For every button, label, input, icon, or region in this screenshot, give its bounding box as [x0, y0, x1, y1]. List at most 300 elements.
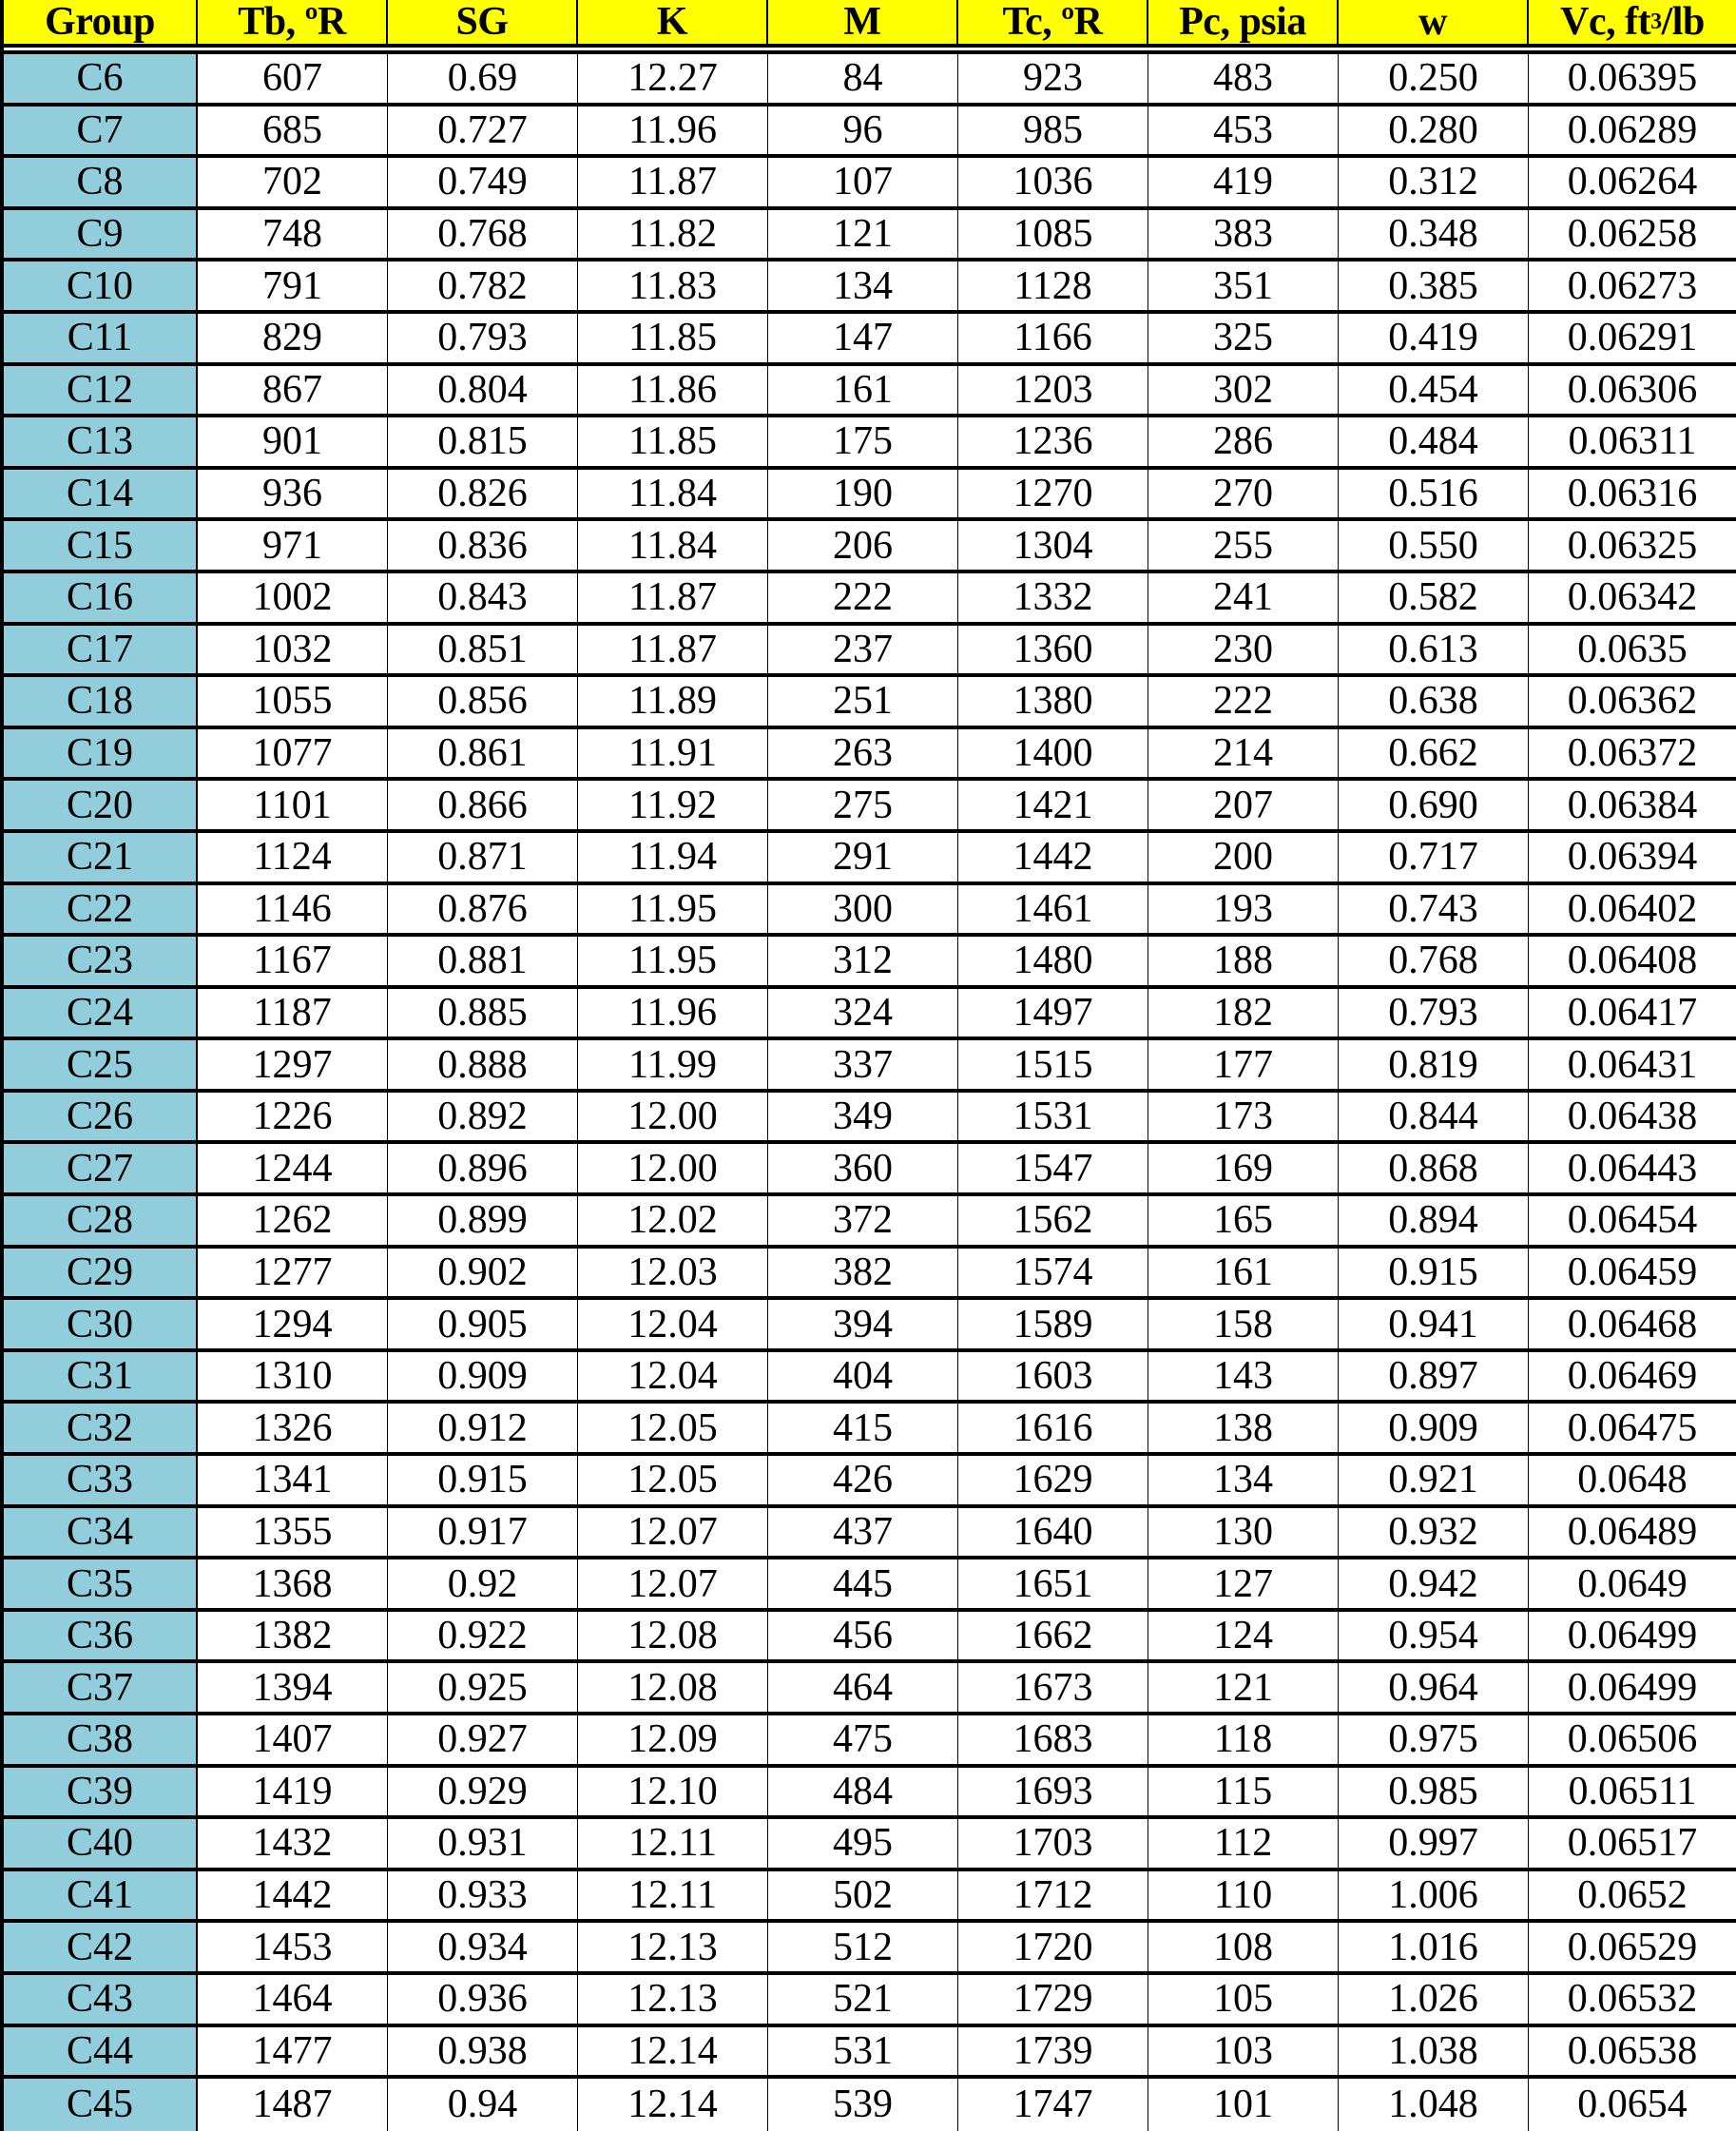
- cell-vc: 0.06469: [1567, 1354, 1698, 1399]
- header-double-rule: [4, 48, 1736, 54]
- cell-vc: 0.06499: [1567, 1665, 1698, 1710]
- cell-sg: 0.938: [388, 2027, 578, 2076]
- cell-vc: 0.0652: [1577, 1873, 1688, 1918]
- table-row: [4, 1144, 1736, 1196]
- cell-group: C27: [4, 1144, 198, 1192]
- cell-tc: 1304: [958, 521, 1148, 570]
- cell-w: 1.006: [1339, 1871, 1529, 1920]
- cell-tc: 1036: [958, 158, 1148, 206]
- table-row: [4, 2079, 1736, 2131]
- cell-w: 1.048: [1339, 2079, 1529, 2131]
- cell-group: C16: [4, 573, 198, 622]
- cell-m: 404: [768, 1352, 958, 1401]
- table-header: [4, 0, 1736, 48]
- cell-pc: 302: [1148, 366, 1339, 415]
- cell-sg: 0.922: [388, 1612, 578, 1660]
- cell-m: 445: [768, 1560, 958, 1608]
- table-row: [4, 210, 1736, 262]
- cell-w: 0.484: [1339, 417, 1529, 466]
- cell-pc: 453: [1148, 107, 1339, 155]
- cell-vc: 0.06511: [1568, 1769, 1697, 1813]
- cell-pc: 165: [1148, 1196, 1339, 1245]
- cell-sg: 0.866: [388, 781, 578, 829]
- cell-tc: 1442: [958, 833, 1148, 881]
- cell-m: 337: [768, 1040, 958, 1089]
- cell-w: 0.419: [1339, 314, 1529, 362]
- cell-sg: 0.92: [388, 1560, 578, 1608]
- cell-k: 11.87: [578, 158, 768, 206]
- cell-m: 475: [768, 1715, 958, 1764]
- cell-tc: 1616: [958, 1404, 1148, 1452]
- cell-tc: 1166: [958, 314, 1148, 362]
- cell-vc: 0.0635: [1577, 627, 1688, 671]
- cell-tc: 1629: [958, 1456, 1148, 1504]
- cell-vc: 0.06417: [1567, 990, 1698, 1035]
- cell-sg: 0.915: [388, 1456, 578, 1504]
- table-row: [4, 1249, 1736, 1301]
- cell-group: C41: [4, 1871, 198, 1920]
- cell-k: 11.84: [578, 521, 768, 570]
- cell-k: 12.05: [578, 1456, 768, 1504]
- cell-m: 502: [768, 1871, 958, 1920]
- cell-pc: 222: [1148, 677, 1339, 726]
- cell-group: C26: [4, 1093, 198, 1141]
- header-vc-superscript: 3: [1650, 10, 1662, 34]
- cell-tc: 1693: [958, 1768, 1148, 1816]
- header-tc: Tc, ºR: [958, 0, 1148, 44]
- cell-k: 12.14: [578, 2079, 768, 2131]
- cell-w: 0.894: [1339, 1196, 1529, 1245]
- cell-k: 12.08: [578, 1663, 768, 1712]
- cell-tc: 1400: [958, 729, 1148, 778]
- cell-k: 11.85: [578, 417, 768, 466]
- cell-w: 0.975: [1339, 1715, 1529, 1764]
- cell-tb: 1453: [198, 1923, 388, 1971]
- cell-tc: 1497: [958, 989, 1148, 1037]
- cell-k: 11.84: [578, 470, 768, 518]
- cell-vc: 0.06384: [1567, 783, 1698, 827]
- cell-tb: 1032: [198, 626, 388, 674]
- cell-group: C15: [4, 521, 198, 570]
- cell-vc: 0.06532: [1567, 1977, 1698, 2022]
- cell-tb: 1310: [198, 1352, 388, 1401]
- cell-group: C23: [4, 937, 198, 985]
- cell-group: C12: [4, 366, 198, 415]
- cell-pc: 169: [1148, 1144, 1339, 1192]
- cell-sg: 0.793: [388, 314, 578, 362]
- cell-vc: 0.06291: [1567, 316, 1698, 360]
- cell-group: C14: [4, 470, 198, 518]
- cell-tb: 1187: [198, 989, 388, 1037]
- cell-group: C7: [4, 107, 198, 155]
- cell-w: 0.915: [1339, 1249, 1529, 1297]
- cell-tc: 1673: [958, 1663, 1148, 1712]
- cell-vc: 0.06431: [1567, 1042, 1698, 1087]
- table-row: [4, 1196, 1736, 1249]
- cell-k: 12.14: [578, 2027, 768, 2076]
- cell-tb: 1167: [198, 937, 388, 985]
- cell-k: 11.83: [578, 262, 768, 310]
- cell-pc: 255: [1148, 521, 1339, 570]
- cell-pc: 101: [1148, 2079, 1339, 2131]
- cell-group: C32: [4, 1404, 198, 1452]
- table-body: [4, 54, 1736, 2131]
- cell-m: 206: [768, 521, 958, 570]
- cell-vc: 0.06529: [1567, 1925, 1698, 1969]
- cell-sg: 0.836: [388, 521, 578, 570]
- cell-tb: 1432: [198, 1819, 388, 1868]
- cell-m: 531: [768, 2027, 958, 2076]
- cell-sg: 0.905: [388, 1300, 578, 1348]
- cell-tb: 607: [198, 54, 388, 103]
- table-row: [4, 833, 1736, 885]
- table-row: [4, 573, 1736, 626]
- cell-group: C30: [4, 1300, 198, 1348]
- cell-k: 11.87: [578, 573, 768, 622]
- cell-sg: 0.881: [388, 937, 578, 985]
- cell-w: 0.312: [1339, 158, 1529, 206]
- cell-sg: 0.909: [388, 1352, 578, 1401]
- table-row: [4, 1819, 1736, 1871]
- cell-tb: 685: [198, 107, 388, 155]
- cell-k: 12.03: [578, 1249, 768, 1297]
- cell-w: 0.385: [1339, 262, 1529, 310]
- cell-w: 0.897: [1339, 1352, 1529, 1401]
- cell-tb: 1002: [198, 573, 388, 622]
- header-sg: SG: [388, 0, 578, 44]
- cell-tb: 1419: [198, 1768, 388, 1816]
- cell-group: C10: [4, 262, 198, 310]
- table-row: [4, 2027, 1736, 2080]
- cell-k: 12.05: [578, 1404, 768, 1452]
- cell-pc: 158: [1148, 1300, 1339, 1348]
- cell-m: 495: [768, 1819, 958, 1868]
- cell-w: 0.690: [1339, 781, 1529, 829]
- cell-k: 11.87: [578, 626, 768, 674]
- cell-tc: 1515: [958, 1040, 1148, 1089]
- cell-tc: 1332: [958, 573, 1148, 622]
- cell-group: C9: [4, 210, 198, 259]
- cell-tc: 1236: [958, 417, 1148, 466]
- cell-pc: 188: [1148, 937, 1339, 985]
- table-row: [4, 1508, 1736, 1560]
- cell-vc: 0.06402: [1567, 886, 1698, 931]
- table-row: [4, 470, 1736, 522]
- cell-group: C17: [4, 626, 198, 674]
- cell-pc: 351: [1148, 262, 1339, 310]
- cell-vc: 0.06408: [1567, 939, 1698, 983]
- cell-sg: 0.936: [388, 1975, 578, 2024]
- cell-w: 1.016: [1339, 1923, 1529, 1971]
- cell-k: 12.00: [578, 1093, 768, 1141]
- cell-group: C43: [4, 1975, 198, 2024]
- header-group: Group: [4, 0, 198, 44]
- cell-pc: 207: [1148, 781, 1339, 829]
- header-m: M: [768, 0, 958, 44]
- cell-group: C45: [4, 2079, 198, 2131]
- cell-tc: 1662: [958, 1612, 1148, 1660]
- cell-k: 11.86: [578, 366, 768, 415]
- cell-tb: 1368: [198, 1560, 388, 1608]
- table-row: [4, 1404, 1736, 1456]
- cell-w: 0.793: [1339, 989, 1529, 1037]
- header-vc: [1529, 0, 1736, 44]
- cell-pc: 130: [1148, 1508, 1339, 1557]
- cell-vc: 0.06517: [1567, 1821, 1698, 1866]
- cell-pc: 270: [1148, 470, 1339, 518]
- cell-sg: 0.902: [388, 1249, 578, 1297]
- cell-sg: 0.856: [388, 677, 578, 726]
- cell-sg: 0.929: [388, 1768, 578, 1816]
- cell-vc: 0.06372: [1567, 731, 1698, 776]
- cell-pc: 121: [1148, 1663, 1339, 1712]
- cell-group: C25: [4, 1040, 198, 1089]
- cell-sg: 0.933: [388, 1871, 578, 1920]
- cell-pc: 325: [1148, 314, 1339, 362]
- table-row: [4, 885, 1736, 938]
- cell-vc: 0.06395: [1567, 56, 1698, 101]
- cell-vc: 0.0654: [1577, 2083, 1688, 2127]
- cell-group: C34: [4, 1508, 198, 1557]
- cell-k: 11.91: [578, 729, 768, 778]
- table-row: [4, 1560, 1736, 1612]
- cell-group: C29: [4, 1249, 198, 1297]
- cell-group: C19: [4, 729, 198, 778]
- table-row: [4, 1093, 1736, 1145]
- cell-tb: 1244: [198, 1144, 388, 1192]
- header-vc-unit: /lb: [1661, 0, 1705, 44]
- cell-k: 12.07: [578, 1508, 768, 1557]
- cell-vc: 0.06454: [1567, 1198, 1698, 1243]
- cell-vc: 0.06289: [1567, 107, 1698, 152]
- cell-m: 275: [768, 781, 958, 829]
- cell-sg: 0.861: [388, 729, 578, 778]
- cell-vc: 0.06459: [1567, 1250, 1698, 1294]
- cell-w: 0.985: [1339, 1768, 1529, 1816]
- cell-k: 12.02: [578, 1196, 768, 1245]
- table-row: [4, 729, 1736, 782]
- cell-sg: 0.885: [388, 989, 578, 1037]
- cell-m: 237: [768, 626, 958, 674]
- table-row: [4, 262, 1736, 314]
- cell-group: C21: [4, 833, 198, 881]
- cell-k: 12.07: [578, 1560, 768, 1608]
- cell-tb: 1277: [198, 1249, 388, 1297]
- cell-tc: 1703: [958, 1819, 1148, 1868]
- cell-m: 464: [768, 1663, 958, 1712]
- cell-group: C13: [4, 417, 198, 466]
- cell-sg: 0.876: [388, 885, 578, 934]
- cell-sg: 0.768: [388, 210, 578, 259]
- cell-tb: 1355: [198, 1508, 388, 1557]
- cell-k: 11.89: [578, 677, 768, 726]
- cell-vc: 0.0649: [1577, 1561, 1688, 1606]
- cell-vc: 0.06362: [1567, 679, 1698, 724]
- cell-pc: 200: [1148, 833, 1339, 881]
- cell-group: C22: [4, 885, 198, 934]
- cell-w: 0.516: [1339, 470, 1529, 518]
- cell-m: 190: [768, 470, 958, 518]
- cell-group: C42: [4, 1923, 198, 1971]
- table-row: [4, 937, 1736, 989]
- cell-sg: 0.925: [388, 1663, 578, 1712]
- table-row: [4, 1456, 1736, 1508]
- cell-tb: 1226: [198, 1093, 388, 1141]
- cell-vc: 0.06489: [1567, 1509, 1698, 1554]
- cell-k: 12.00: [578, 1144, 768, 1192]
- cell-w: 0.942: [1339, 1560, 1529, 1608]
- cell-group: C36: [4, 1612, 198, 1660]
- cell-tb: 1055: [198, 677, 388, 726]
- cell-w: 0.638: [1339, 677, 1529, 726]
- cell-tb: 1297: [198, 1040, 388, 1089]
- cell-w: 0.743: [1339, 885, 1529, 934]
- cell-group: C33: [4, 1456, 198, 1504]
- cell-vc: 0.06499: [1567, 1614, 1698, 1658]
- cell-k: 12.04: [578, 1300, 768, 1348]
- cell-w: 0.921: [1339, 1456, 1529, 1504]
- cell-tb: 1341: [198, 1456, 388, 1504]
- cell-pc: 105: [1148, 1975, 1339, 2024]
- cell-w: 0.964: [1339, 1663, 1529, 1712]
- cell-m: 147: [768, 314, 958, 362]
- table-row: [4, 1975, 1736, 2027]
- cell-sg: 0.749: [388, 158, 578, 206]
- cell-m: 382: [768, 1249, 958, 1297]
- cell-tc: 1531: [958, 1093, 1148, 1141]
- cell-m: 300: [768, 885, 958, 934]
- cell-w: 0.280: [1339, 107, 1529, 155]
- header-tb: Tb, ºR: [198, 0, 388, 44]
- cell-vc: 0.06443: [1567, 1146, 1698, 1191]
- cell-tb: 901: [198, 417, 388, 466]
- cell-group: C44: [4, 2027, 198, 2076]
- cell-vc: 0.06273: [1567, 263, 1698, 308]
- cell-k: 12.13: [578, 1923, 768, 1971]
- cell-m: 394: [768, 1300, 958, 1348]
- cell-w: 0.844: [1339, 1093, 1529, 1141]
- cell-m: 84: [768, 54, 958, 103]
- cell-pc: 127: [1148, 1560, 1339, 1608]
- cell-group: C20: [4, 781, 198, 829]
- cell-k: 12.10: [578, 1768, 768, 1816]
- table-row: [4, 1715, 1736, 1768]
- cell-group: C28: [4, 1196, 198, 1245]
- cell-sg: 0.871: [388, 833, 578, 881]
- cell-tc: 1683: [958, 1715, 1148, 1764]
- cell-vc: 0.06342: [1567, 575, 1698, 620]
- cell-vc: 0.06506: [1567, 1717, 1698, 1762]
- header-w: w: [1339, 0, 1529, 44]
- table-row: [4, 314, 1736, 366]
- cell-tc: 1380: [958, 677, 1148, 726]
- cell-m: 484: [768, 1768, 958, 1816]
- cell-m: 426: [768, 1456, 958, 1504]
- cell-pc: 138: [1148, 1404, 1339, 1452]
- table-row: [4, 107, 1736, 159]
- cell-tc: 1640: [958, 1508, 1148, 1557]
- cell-w: 0.550: [1339, 521, 1529, 570]
- cell-w: 0.582: [1339, 573, 1529, 622]
- cell-pc: 230: [1148, 626, 1339, 674]
- table-row: [4, 626, 1736, 678]
- cell-w: 0.941: [1339, 1300, 1529, 1348]
- cell-tc: 1712: [958, 1871, 1148, 1920]
- cell-m: 349: [768, 1093, 958, 1141]
- cell-tc: 1270: [958, 470, 1148, 518]
- cell-w: 0.348: [1339, 210, 1529, 259]
- cell-w: 0.909: [1339, 1404, 1529, 1452]
- cell-group: C40: [4, 1819, 198, 1868]
- cell-pc: 124: [1148, 1612, 1339, 1660]
- cell-tb: 1382: [198, 1612, 388, 1660]
- cell-k: 11.99: [578, 1040, 768, 1089]
- cell-tc: 1603: [958, 1352, 1148, 1401]
- table-row: [4, 677, 1736, 729]
- header-k: K: [578, 0, 768, 44]
- cell-tb: 1464: [198, 1975, 388, 2024]
- cell-tc: 1574: [958, 1249, 1148, 1297]
- cell-tb: 702: [198, 158, 388, 206]
- cell-vc: 0.06311: [1568, 419, 1697, 464]
- cell-w: 1.026: [1339, 1975, 1529, 2024]
- cell-sg: 0.69: [388, 54, 578, 103]
- cell-k: 12.11: [578, 1871, 768, 1920]
- cell-pc: 177: [1148, 1040, 1339, 1089]
- cell-tb: 1146: [198, 885, 388, 934]
- cell-k: 11.82: [578, 210, 768, 259]
- cell-sg: 0.917: [388, 1508, 578, 1557]
- cell-k: 11.96: [578, 989, 768, 1037]
- table-row: [4, 1352, 1736, 1405]
- cell-tb: 1477: [198, 2027, 388, 2076]
- cell-m: 96: [768, 107, 958, 155]
- cell-m: 521: [768, 1975, 958, 2024]
- cell-sg: 0.804: [388, 366, 578, 415]
- cell-group: C18: [4, 677, 198, 726]
- cell-tb: 1077: [198, 729, 388, 778]
- cell-group: C11: [4, 314, 198, 362]
- table-row: [4, 1663, 1736, 1715]
- table-row: [4, 54, 1736, 107]
- cell-k: 11.95: [578, 937, 768, 985]
- table-row: [4, 1768, 1736, 1820]
- cell-pc: 108: [1148, 1923, 1339, 1971]
- cell-group: C35: [4, 1560, 198, 1608]
- cell-tc: 1729: [958, 1975, 1148, 2024]
- cell-tb: 1326: [198, 1404, 388, 1452]
- cell-sg: 0.727: [388, 107, 578, 155]
- cell-k: 12.04: [578, 1352, 768, 1401]
- cell-tc: 1651: [958, 1560, 1148, 1608]
- cell-tc: 1720: [958, 1923, 1148, 1971]
- cell-pc: 103: [1148, 2027, 1339, 2076]
- cell-pc: 419: [1148, 158, 1339, 206]
- cell-vc: 0.06325: [1567, 523, 1698, 568]
- cell-tc: 1739: [958, 2027, 1148, 2076]
- table-row: [4, 1040, 1736, 1093]
- cell-group: C8: [4, 158, 198, 206]
- cell-w: 0.454: [1339, 366, 1529, 415]
- cell-vc: 0.06475: [1567, 1405, 1698, 1450]
- cell-pc: 286: [1148, 417, 1339, 466]
- cell-tb: 971: [198, 521, 388, 570]
- cell-sg: 0.782: [388, 262, 578, 310]
- cell-sg: 0.815: [388, 417, 578, 466]
- cell-tb: 867: [198, 366, 388, 415]
- cell-w: 0.613: [1339, 626, 1529, 674]
- cell-w: 0.932: [1339, 1508, 1529, 1557]
